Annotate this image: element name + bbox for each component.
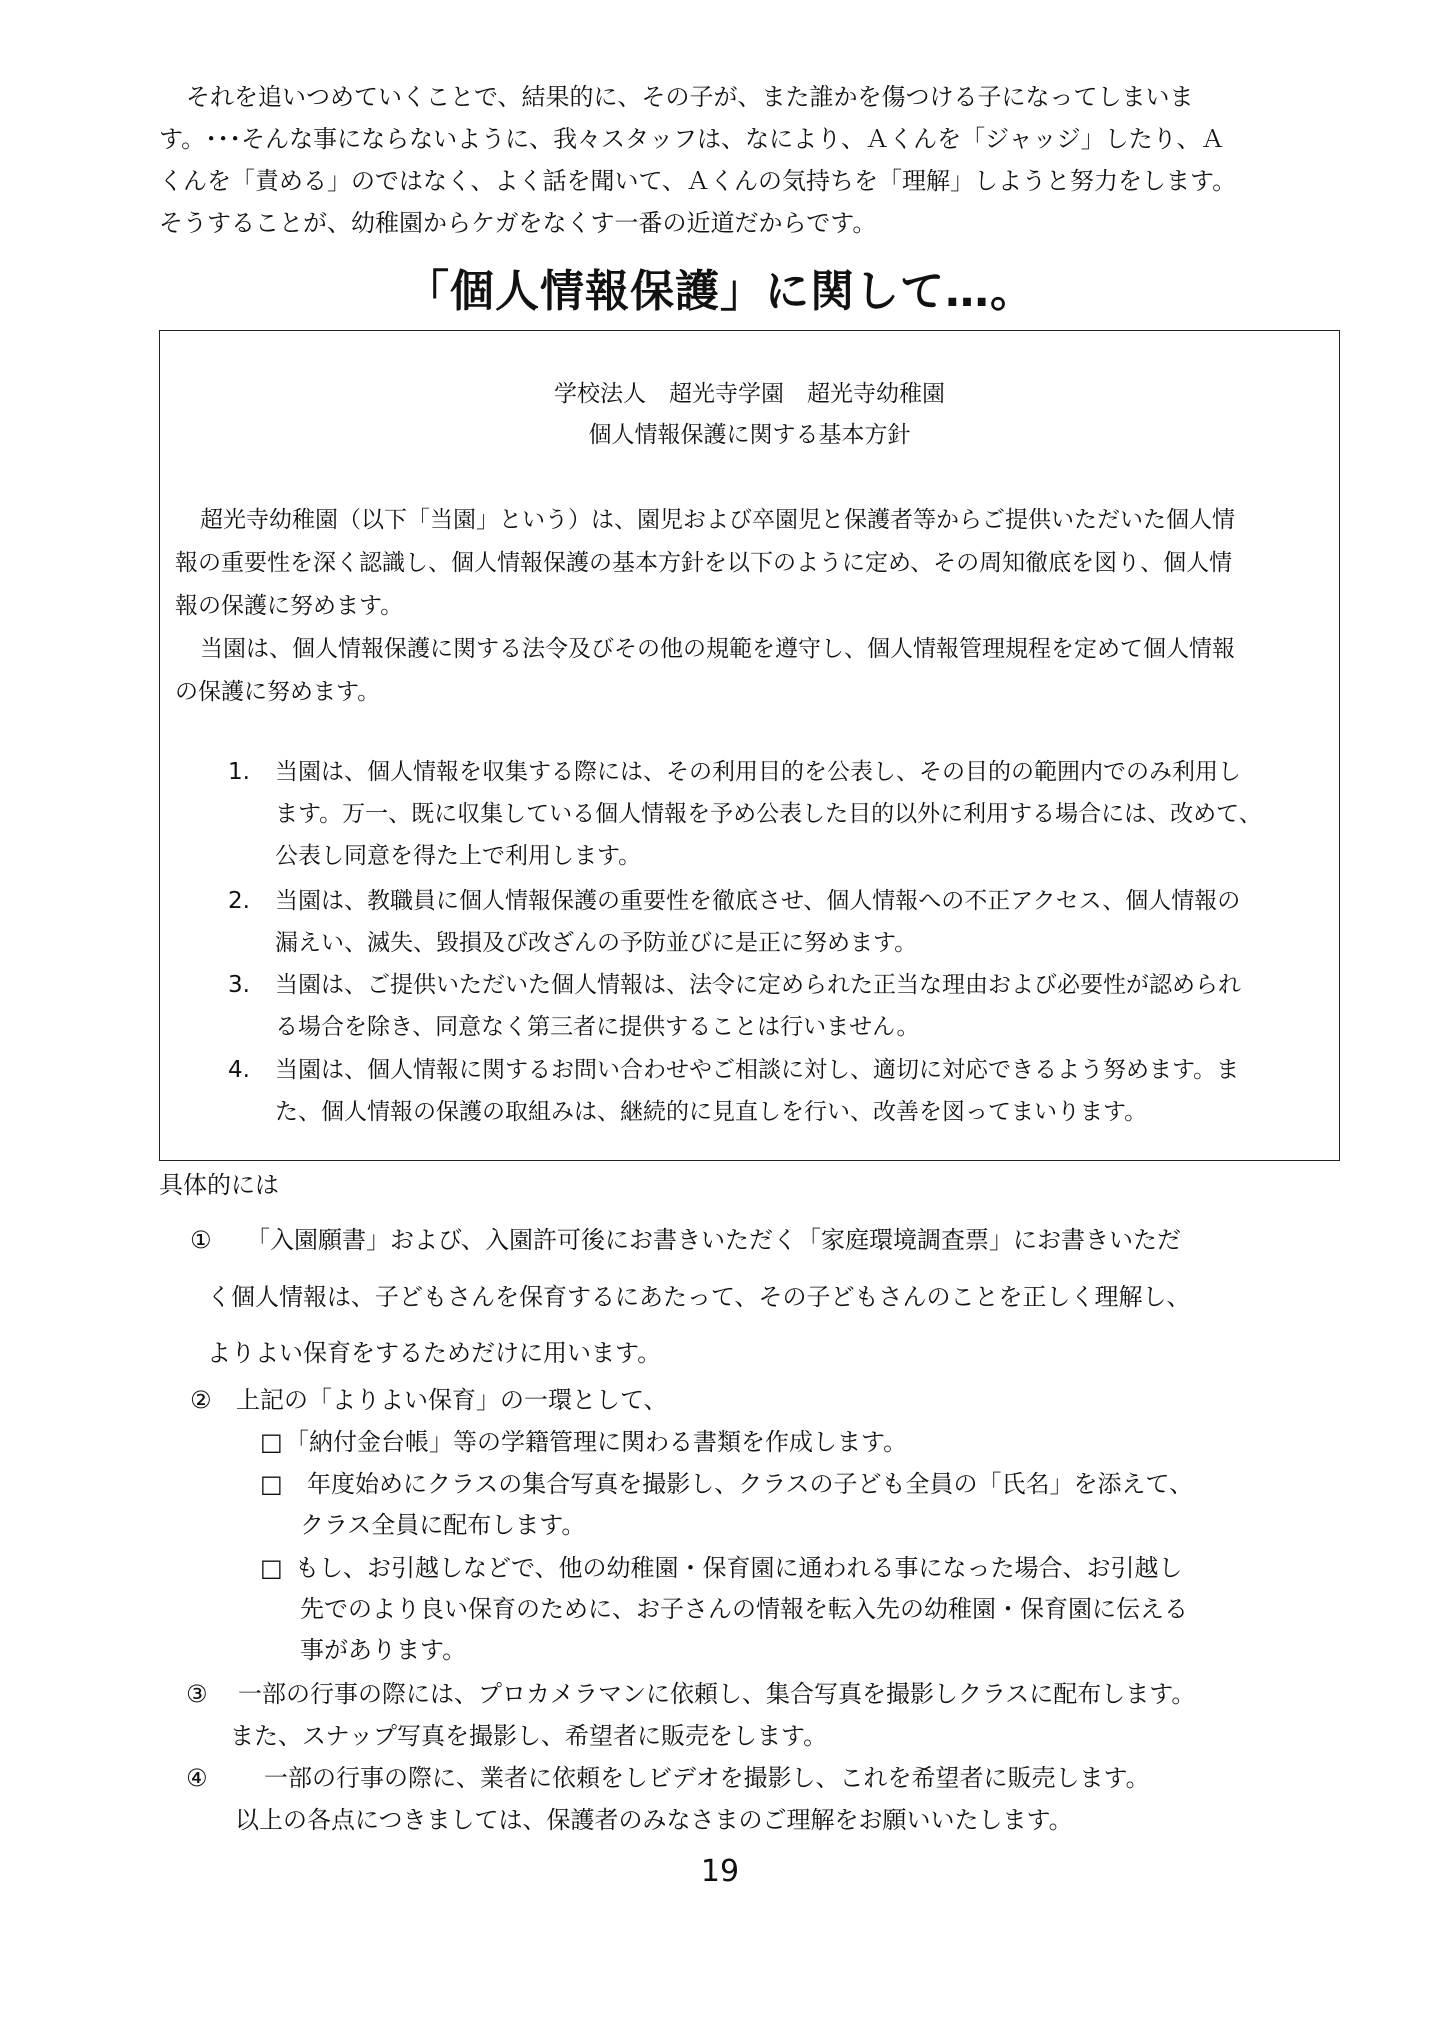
sub-item-line: 「納付金台帳」等の学籍管理に関わる書類を作成します。 <box>285 1428 908 1456</box>
policy-line: 報の重要性を深く認識し、個人情報保護の基本方針を以下のように定め、その周知徹底を図り、個人情 <box>175 550 1233 576</box>
checkbox-icon: □ <box>260 1428 283 1456</box>
policy-item-line: 当園は、教職員に個人情報保護の重要性を徹底させ、個人情報への不正アクセス、個人情報の <box>275 888 1241 914</box>
specific-line: 一部の行事の際には、プロカメラマンに依頼し、集合写真を撮影しクラスに配布します。 <box>238 1680 1196 1708</box>
sub-item-line: 事があります。 <box>300 1636 467 1664</box>
intro-line: す。･･･そんな事にならないように、我々スタッフは、なにより、Ａくんを「ジャッジ」したり、Ａ <box>159 125 1225 153</box>
policy-line: 報の保護に努めます。 <box>175 593 404 619</box>
page-number: 19 <box>700 1854 740 1889</box>
sub-item-line: クラス全員に配布します。 <box>300 1511 586 1539</box>
policy-item-line: 公表し同意を得た上で利用します。 <box>275 843 642 869</box>
policy-item-number: 3. <box>228 972 250 998</box>
policy-item-line: 当園は、個人情報に関するお問い合わせやご相談に対し、適切に対応できるよう努めます。ま <box>275 1057 1240 1083</box>
specific-line: 「入園願書」および、入園許可後にお書きいただく「家庭環境調査票」にお書きいただ <box>246 1226 1182 1254</box>
policy-item-number: 4. <box>228 1057 250 1083</box>
policy-line: 超光寺幼稚園（以下「当園」という）は、園児および卒園児と保護者等からご提供いただいた個人情 <box>200 507 1235 533</box>
specific-heading: 具体的には <box>159 1171 279 1199</box>
intro-line: そうすることが、幼稚園からケガをなくす一番の近道だからです。 <box>159 209 877 237</box>
policy-item-line: 当園は、個人情報を収集する際には、その利用目的を公表し、その目的の範囲内でのみ利用し <box>275 759 1241 785</box>
checkbox-icon: □ <box>260 1554 283 1582</box>
circled-number-1: ① <box>190 1226 212 1254</box>
circled-number-4: ④ <box>186 1764 208 1792</box>
specific-line: 上記の「よりよい保育」の一環として、 <box>236 1386 668 1414</box>
policy-item-line: る場合を除き、同意なく第三者に提供することは行いません。 <box>275 1014 920 1040</box>
sub-item-line: 先でのより良い保育のために、お子さんの情報を転入先の幼稚園・保育園に伝える <box>300 1595 1188 1623</box>
specific-line: また、スナップ写真を撮影し、希望者に販売をします。 <box>230 1722 828 1750</box>
sub-item-line: もし、お引越しなどで、他の幼稚園・保育園に通われる事になった場合、お引越し <box>295 1554 1183 1582</box>
policy-item-line: た、個人情報の保護の取組みは、継続的に見直しを行い、改善を図ってまいります。 <box>275 1099 1148 1125</box>
circled-number-2: ② <box>190 1386 212 1414</box>
policy-line: 当園は、個人情報保護に関する法令及びその他の規範を遵守し、個人情報管理規程を定めて個人情報 <box>200 636 1235 662</box>
policy-line: の保護に努めます。 <box>175 679 381 705</box>
policy-item-number: 1. <box>228 759 250 785</box>
policy-item-line: ます。万一、既に収集している個人情報を予め公表した目的以外に利用する場合には、改めて、 <box>275 801 1262 827</box>
checkbox-icon: □ <box>260 1470 283 1498</box>
section-title: 「個人情報保護」に関して…。 <box>405 266 1035 317</box>
intro-line: くんを「責める」のではなく、よく話を聞いて、Ａくんの気持ちを「理解」しようと努力をします。 <box>159 167 1237 195</box>
policy-item-line: 漏えい、滅失、毀損及び改ざんの予防並びに是正に努めます。 <box>275 930 918 956</box>
sub-item-line: 年度始めにクラスの集合写真を撮影し、クラスの子ども全員の「氏名」を添えて、 <box>307 1470 1194 1498</box>
policy-item-number: 2. <box>228 888 250 914</box>
policy-item-line: 当園は、ご提供いただいた個人情報は、法令に定められた正当な理由および必要性が認められ <box>275 972 1241 998</box>
specific-line: 一部の行事の際に、業者に依頼をしビデオを撮影し、これを希望者に販売します。 <box>264 1764 1150 1792</box>
circled-number-3: ③ <box>186 1680 208 1708</box>
specific-line: く個人情報は、子どもさんを保育するにあたって、その子どもさんのことを正しく理解し、 <box>207 1283 1191 1311</box>
intro-line: それを追いつめていくことで、結果的に、その子が、また誰かを傷つける子になってしまいま <box>186 83 1194 111</box>
closing-line: 以上の各点につきましては、保護者のみなさまのご理解をお願いいたします。 <box>235 1806 1073 1834</box>
specific-line: よりよい保育をするためだけに用います。 <box>207 1339 662 1367</box>
policy-org-line: 学校法人 超光寺学園 超光寺幼稚園 <box>554 381 945 407</box>
policy-title: 個人情報保護に関する基本方針 <box>588 422 911 448</box>
